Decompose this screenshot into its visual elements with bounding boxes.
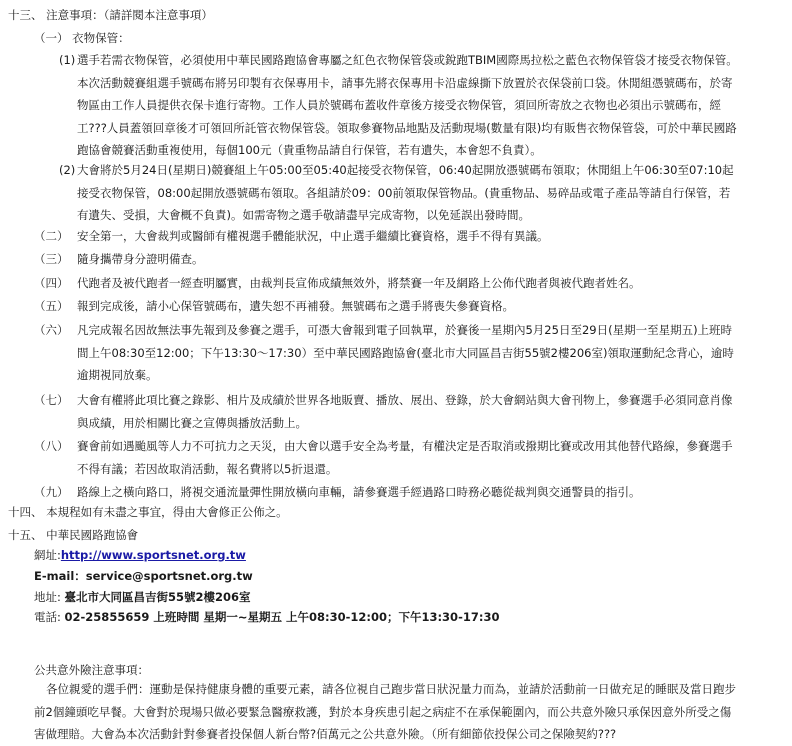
email-label: E-mail： bbox=[34, 569, 86, 583]
section-13-title: 十三、 注意事項：（請詳閱本注意事項） bbox=[8, 8, 213, 22]
address-row bbox=[34, 589, 251, 605]
section-13-7-label: （七） bbox=[34, 393, 69, 407]
section-13-6-label: （六） bbox=[34, 323, 69, 337]
address-value: 臺北市大同區昌吉街55號2樓206室 bbox=[64, 590, 251, 604]
section-13-2-label: （二） bbox=[34, 229, 69, 243]
section-13-9-text: 路線上之橫向路口，將視交通流量彈性開放橫向車輛，請參賽選手經過路口時務必聽從裁判與交通警員的指引。 bbox=[77, 485, 641, 499]
item-1-text: 選手若需衣物保管，必須使用中華民國路跑協會專屬之紅色衣物保管袋或銳跑TBIM國際馬拉松之藍色衣物保管袋才接受衣物保管。本次活動競賽組選手號碼布將另印製有衣保專用卡，請事先將衣保專用卡沿虛線撕下放置於衣保袋前口袋。休閒組憑號碼布，於寄物區由工作人員提供衣保卡進行寄物。工作人員於號碼布蓋收件章後方接受衣物保管，須回所寄放之衣物也必須出示號碼布，經工???人員蓋領回章後才可領回所託管衣物保管袋。領取參賽物品地點及活動現場(數量有限)均有販售衣物保管袋，可於中華民國路跑協會競賽活動重複使用，每個100元（貴重物品請自行保管，若有遺失，本會恕不負責）。 bbox=[77, 53, 738, 157]
item-1-number: (1) bbox=[59, 53, 76, 67]
insurance-title: 公共意外險注意事項： bbox=[34, 663, 149, 677]
section-13-4-text: 代跑者及被代跑者一經查明屬實，由裁判長宣佈成績無效外，將禁賽一年及網路上公佈代跑者與被代跑者姓名。 bbox=[77, 276, 641, 290]
item-2-number: (2) bbox=[59, 163, 76, 177]
section-13-5-text: 報到完成後，請小心保管號碼布，遺失恕不再補發。無號碼布之選手將喪失參賽資格。 bbox=[77, 299, 514, 313]
section-13-4-label: （四） bbox=[34, 276, 69, 290]
phone-value: 02-25855659 bbox=[64, 610, 150, 624]
phone-label: 電話: bbox=[34, 610, 65, 624]
section-14-text: 十四、 本規程如有未盡之事宜，得由大會修正公佈之。 bbox=[8, 505, 288, 519]
section-13-8-text: 賽會前如遇颱風等人力不可抗力之天災，由大會以選手安全為考量，有權決定是否取消或撥期比賽或改用其他替代路線，參賽選手不得有議；若因故取消活動，報名費將以5折退還。 bbox=[77, 439, 733, 476]
email-value[interactable]: service@sportsnet.org.tw bbox=[85, 569, 253, 583]
section-13-1-label: （一） 衣物保管： bbox=[34, 31, 130, 45]
website-label: 網址: bbox=[34, 548, 61, 562]
phone-hours: 上班時間 星期一~星期五 上午08:30-12:00；下午13:30-17:30 bbox=[149, 610, 500, 624]
website-link[interactable]: http://www.sportsnet.org.tw bbox=[60, 548, 246, 562]
section-13-3-text: 隨身攜帶身分證明備查。 bbox=[77, 252, 204, 266]
section-13-2-text: 安全第一，大會裁判或醫師有權視選手體能狀況，中止選手繼續比賽資格，選手不得有異議。 bbox=[77, 229, 549, 243]
section-13-9-label: （九） bbox=[34, 485, 69, 499]
section-15-title: 十五、 中華民國路跑協會 bbox=[8, 528, 139, 542]
address-label: 地址: bbox=[34, 590, 65, 604]
insurance-text: 各位親愛的選手們：運動是保持健康身體的重要元素，請各位視自己跑步當日狀況量力而為，並請於活動前一日做充足的睡眠及當日跑步前2個鐘頭吃早餐。大會對於現場只做必要緊急醫療救護，對於本身疾患引起之病症不在承保範圍內，而公共意外險只承保因意外所受之傷害做理賠。大會為本次活動針對參賽者投保個人新台幣?佰萬元之公共意外險。（所有細節依投保公司之保險契約??? bbox=[34, 682, 736, 741]
item-2-text: 大會將於5月24日(星期日)競賽組上午05:00至05:40起接受衣物保管，06:40起開放憑號碼布領取；休閒組上午06:30至07:10起接受衣物保管，08:00起開放憑號碼布領取。各組請於09：00前領取保管物品。(貴重物品、易碎品或電子產品等請自行保管，若有遺失、受損，大會概不負責)。如需寄物之選手敬請盡早完成寄物，以免延誤出發時間。 bbox=[77, 163, 734, 222]
section-13-7-text: 大會有權將此項比賽之錄影、相片及成績於世界各地販賣、播放、展出、登錄，於大會網站與大會刊物上，參賽選手必須同意肖像與成績，用於相關比賽之宣傳與播放活動上。 bbox=[77, 393, 733, 430]
email-row bbox=[34, 568, 253, 584]
phone-row bbox=[34, 609, 499, 625]
website-row bbox=[34, 547, 246, 563]
section-13-3-label: （三） bbox=[34, 252, 69, 266]
section-13-5-label: （五） bbox=[34, 299, 69, 313]
section-13-6-text: 凡完成報名因故無法事先報到及參賽之選手，可憑大會報到電子回執單，於賽後一星期內5月25日至29日(星期一至星期五)上班時間上午08:30至12:00；下午13:30～17:30）至中華民國路跑協會(臺北市大同區昌吉街55號2樓206室)領取運動紀念背心，逾時逾期視同放棄。 bbox=[77, 323, 734, 382]
section-13-8-label: （八） bbox=[34, 439, 69, 453]
